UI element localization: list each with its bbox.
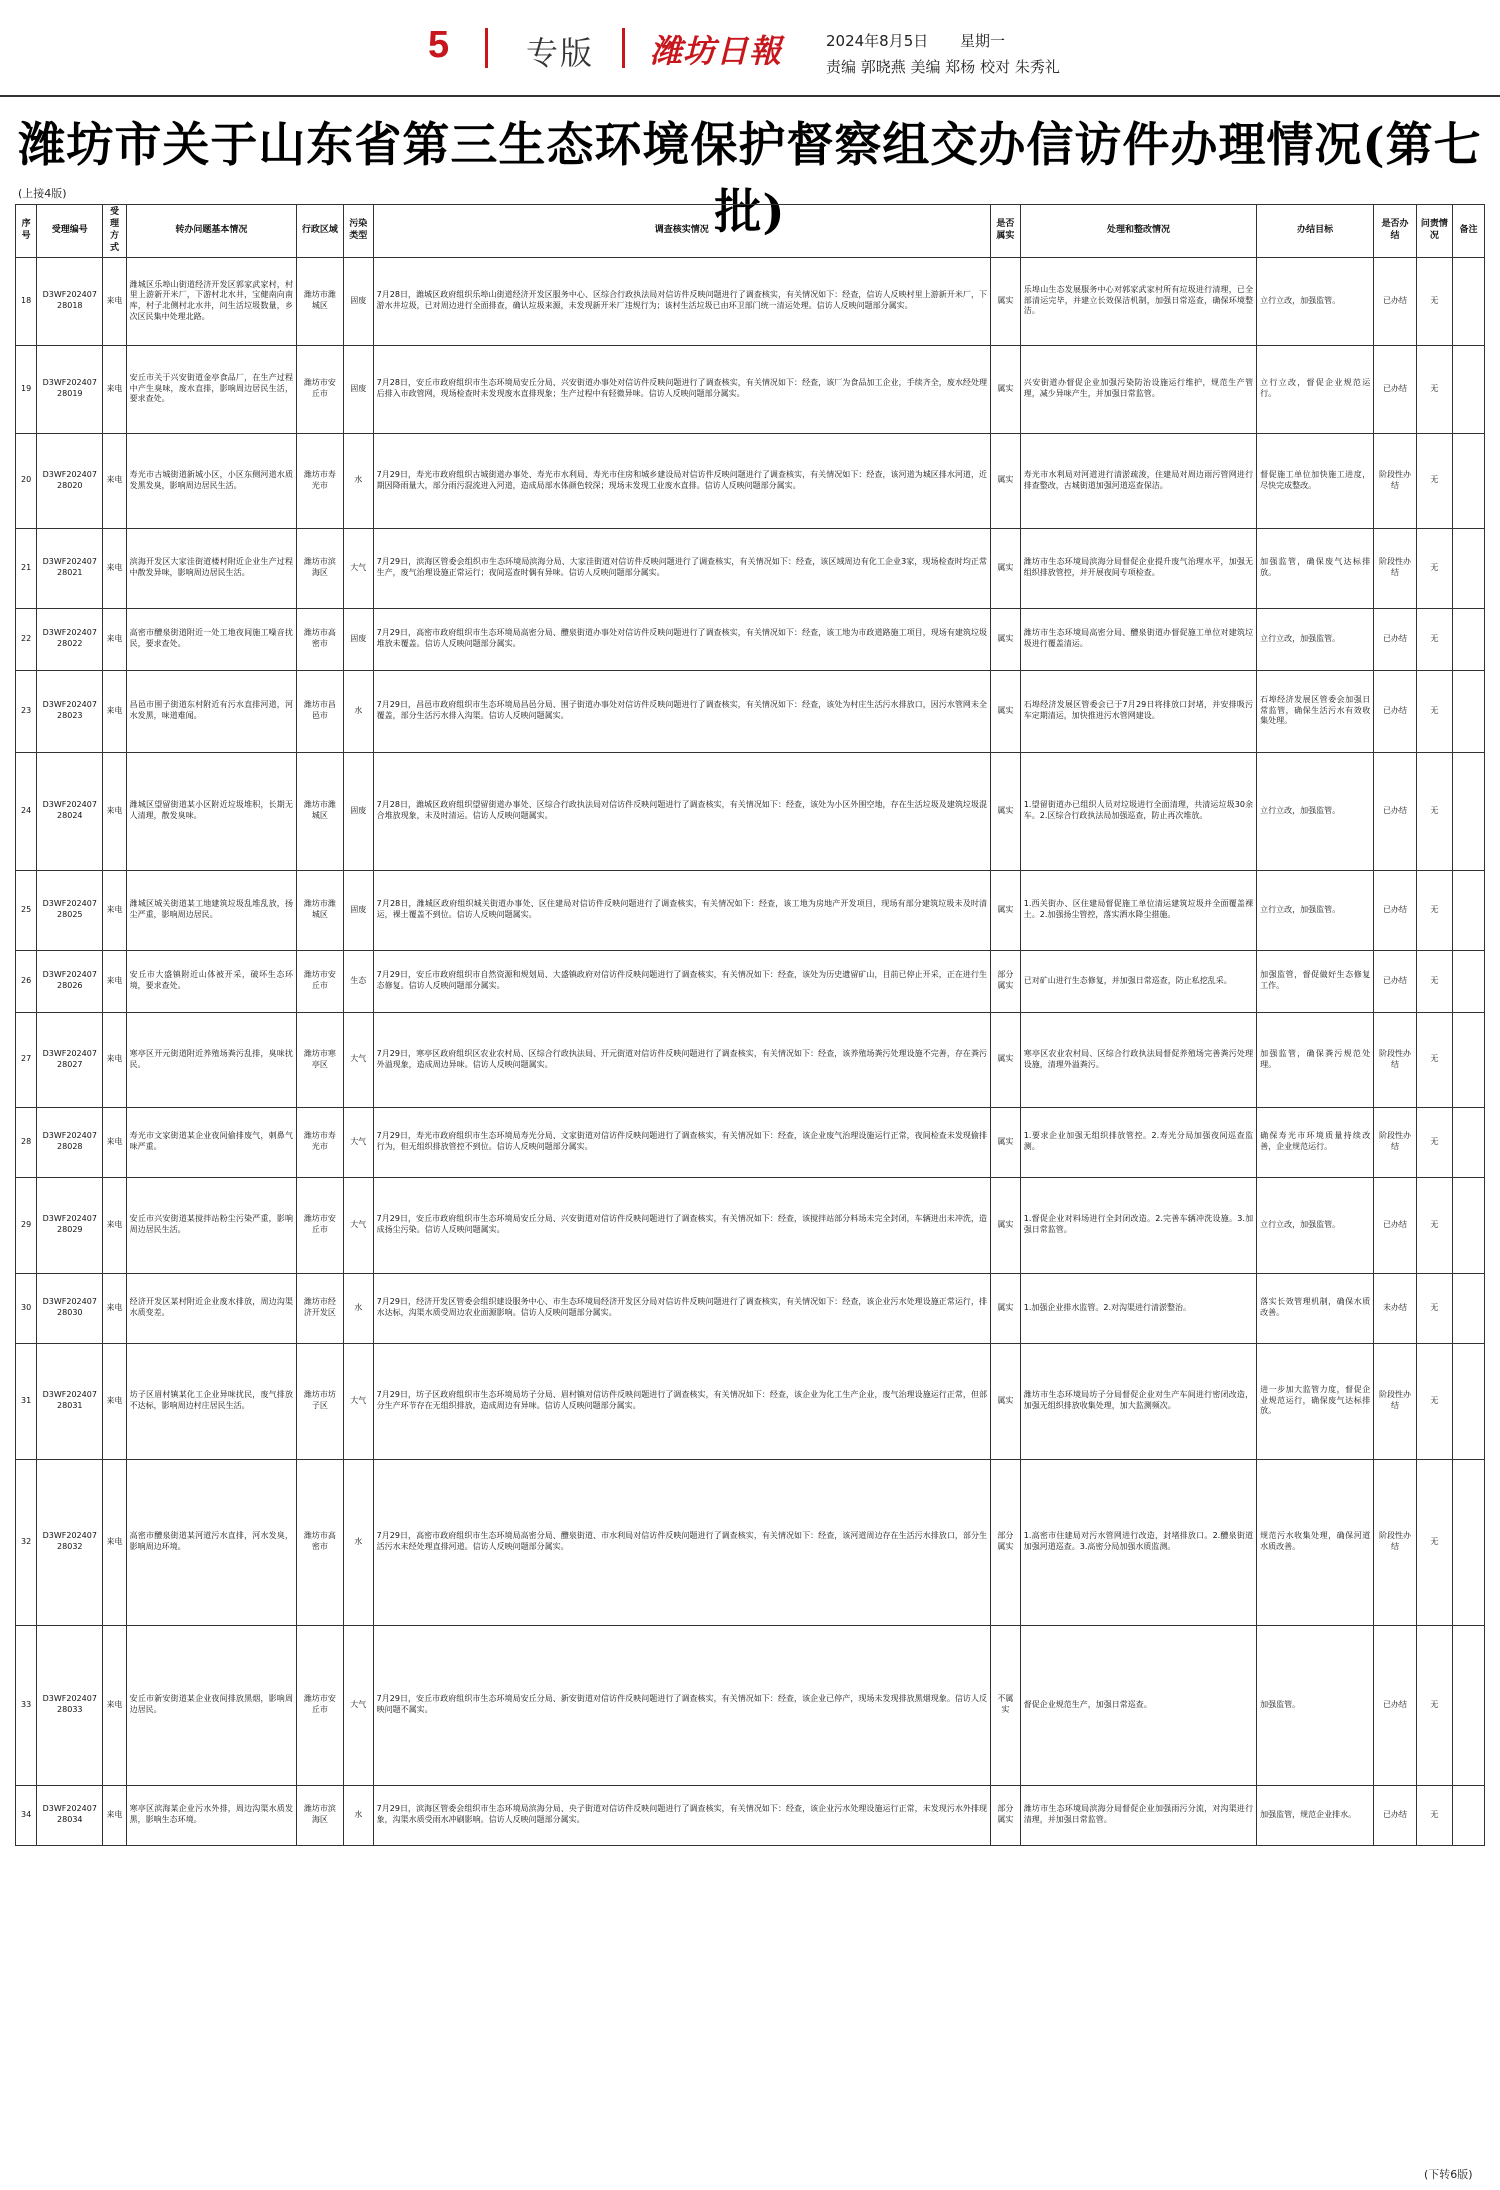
cell-accountability: 无 <box>1416 950 1452 1012</box>
cell-pollution-type: 大气 <box>343 1012 373 1107</box>
cell-issue-summary: 经济开发区某村附近企业废水排放，周边沟渠水质变差。 <box>126 1273 296 1343</box>
cell-row-number: 19 <box>16 345 37 433</box>
cell-receipt-method: 来电 <box>103 1177 126 1273</box>
cell-complaint-id: D3WF20240728032 <box>37 1459 103 1625</box>
cell-issue-summary: 安丘市兴安街道某搅拌站粉尘污染严重，影响周边居民生活。 <box>126 1177 296 1273</box>
cell-region: 潍坊市寿光市 <box>296 1107 343 1177</box>
cell-pollution-type: 水 <box>343 433 373 528</box>
cell-row-number: 27 <box>16 1012 37 1107</box>
cell-closure-status: 阶段性办结 <box>1374 1343 1417 1459</box>
cell-row-number: 18 <box>16 257 37 345</box>
cell-row-number: 24 <box>16 752 37 870</box>
cell-handling-text: 1.加强企业排水监管。2.对沟渠进行清淤整治。 <box>1020 1273 1256 1343</box>
table-row <box>16 950 1485 1012</box>
table-row <box>16 433 1485 528</box>
cell-verified-status: 不属实 <box>991 1625 1021 1785</box>
cell-row-number: 32 <box>16 1459 37 1625</box>
cell-complaint-id: D3WF20240728029 <box>37 1177 103 1273</box>
cell-region: 潍坊市寒亭区 <box>296 1012 343 1107</box>
cell-complaint-id: D3WF20240728022 <box>37 608 103 670</box>
table-row <box>16 608 1485 670</box>
cell-remarks <box>1452 1459 1484 1625</box>
cell-issue-summary: 高密市醴泉街道附近一处工地夜间施工噪音扰民，要求查处。 <box>126 608 296 670</box>
cell-issue-summary: 昌邑市围子街道东村附近有污水直排河道，河水发黑，味道难闻。 <box>126 670 296 752</box>
cell-verified-status: 属实 <box>991 870 1021 950</box>
cell-issue-summary: 寒亭区开元街道附近养殖场粪污乱排，臭味扰民。 <box>126 1012 296 1107</box>
cell-row-number: 26 <box>16 950 37 1012</box>
table-row <box>16 345 1485 433</box>
cell-completion-goal: 督促施工单位加快施工进度，尽快完成整改。 <box>1257 433 1374 528</box>
cell-investigation-text: 7月29日，寿光市政府组织市生态环境局寿光分局、文家街道对信访件反映问题进行了调查核实，有关情况如下：经查，该企业废气治理设施运行正常，夜间检查未发现偷排行为，但无组织排放管控不到位。信访人反映问题部分属实。 <box>373 1107 990 1177</box>
cell-investigation-text: 7月29日，滨海区管委会组织市生态环境局滨海分局、大家洼街道对信访件反映问题进行了调查核实，有关情况如下：经查，该区域周边有化工企业3家，现场检查时均正常生产，废气治理设施正常运行；夜间巡查时偶有异味。信访人反映问题部分属实。 <box>373 528 990 608</box>
cell-receipt-method: 来电 <box>103 1625 126 1785</box>
cell-receipt-method: 来电 <box>103 608 126 670</box>
cell-pollution-type: 水 <box>343 1785 373 1845</box>
cell-pollution-type: 大气 <box>343 1177 373 1273</box>
cell-pollution-type: 大气 <box>343 1107 373 1177</box>
cell-handling-text: 潍坊市生态环境局滨海分局督促企业加强雨污分流，对沟渠进行清理，并加强日常监管。 <box>1020 1785 1256 1845</box>
cell-closure-status: 阶段性办结 <box>1374 1459 1417 1625</box>
cell-handling-text: 寒亭区农业农村局、区综合行政执法局督促养殖场完善粪污处理设施，清理外溢粪污。 <box>1020 1012 1256 1107</box>
cell-handling-text: 乐埠山生态发展服务中心对郭家武家村所有垃圾进行清理，已全部清运完毕，并建立长效保洁机制，加强日常巡查，确保环境整洁。 <box>1020 257 1256 345</box>
table-row <box>16 670 1485 752</box>
cell-remarks <box>1452 1785 1484 1845</box>
cell-investigation-text: 7月29日，昌邑市政府组织市生态环境局昌邑分局、围子街道办事处对信访件反映问题进行了调查核实，有关情况如下：经查，该处为村庄生活污水排放口，因污水管网未全覆盖，部分生活污水排入沟渠。信访人反映问题属实。 <box>373 670 990 752</box>
cell-issue-summary: 潍城区望留街道某小区附近垃圾堆积，长期无人清理，散发臭味。 <box>126 752 296 870</box>
cell-closure-status: 已办结 <box>1374 870 1417 950</box>
cell-region: 潍坊市经济开发区 <box>296 1273 343 1343</box>
cell-verified-status: 属实 <box>991 670 1021 752</box>
cell-region: 潍坊市高密市 <box>296 1459 343 1625</box>
header-note: 备注 <box>1452 205 1484 258</box>
cell-remarks <box>1452 1177 1484 1273</box>
cell-pollution-type: 大气 <box>343 1343 373 1459</box>
cell-remarks <box>1452 1012 1484 1107</box>
newspaper-logo: 潍坊日報 <box>650 32 783 70</box>
cell-complaint-id: D3WF20240728028 <box>37 1107 103 1177</box>
cell-complaint-id: D3WF20240728031 <box>37 1343 103 1459</box>
cell-verified-status: 属实 <box>991 752 1021 870</box>
cell-investigation-text: 7月28日，安丘市政府组织市生态环境局安丘分局、兴安街道办事处对信访件反映问题进行了调查核实，有关情况如下：经查，该厂为食品加工企业，手续齐全，废水经处理后排入市政管网，现场检查时未发现废水直排现象；生产过程中有轻微异味。信访人反映问题部分属实。 <box>373 345 990 433</box>
cell-region: 潍坊市安丘市 <box>296 345 343 433</box>
cell-handling-text: 潍坊市生态环境局滨海分局督促企业提升废气治理水平，加强无组织排放管控，并开展夜间专项检查。 <box>1020 528 1256 608</box>
cell-row-number: 25 <box>16 870 37 950</box>
cell-handling-text: 已对矿山进行生态修复，并加强日常巡查，防止私挖乱采。 <box>1020 950 1256 1012</box>
cell-remarks <box>1452 1273 1484 1343</box>
cell-closure-status: 已办结 <box>1374 950 1417 1012</box>
cell-closure-status: 阶段性办结 <box>1374 528 1417 608</box>
table-row <box>16 528 1485 608</box>
cell-receipt-method: 来电 <box>103 1107 126 1177</box>
continued-to-note: (下转6版) <box>1424 2168 1473 2181</box>
cell-accountability: 无 <box>1416 1107 1452 1177</box>
cell-issue-summary: 坊子区眉村镇某化工企业异味扰民，废气排放不达标，影响周边村庄居民生活。 <box>126 1343 296 1459</box>
cell-complaint-id: D3WF20240728026 <box>37 950 103 1012</box>
cell-pollution-type: 固废 <box>343 345 373 433</box>
table-row <box>16 870 1485 950</box>
continued-from-note: (上接4版) <box>18 187 67 200</box>
section-name: 专版 <box>526 34 595 72</box>
cell-investigation-text: 7月29日，安丘市政府组织市自然资源和规划局、大盛镇政府对信访件反映问题进行了调查核实，有关情况如下：经查，该处为历史遗留矿山，目前已停止开采，正在进行生态修复。信访人反映问题部分属实。 <box>373 950 990 1012</box>
cell-region: 潍坊市安丘市 <box>296 1177 343 1273</box>
cell-receipt-method: 来电 <box>103 433 126 528</box>
cell-verified-status: 属实 <box>991 1177 1021 1273</box>
cell-completion-goal: 立行立改，督促企业规范运行。 <box>1257 345 1374 433</box>
cell-investigation-text: 7月29日，寒亭区政府组织区农业农村局、区综合行政执法局、开元街道对信访件反映问题进行了调查核实，有关情况如下：经查，该养殖场粪污处理设施不完善，存在粪污外溢现象，造成周边异味。信访人反映问题属实。 <box>373 1012 990 1107</box>
cell-accountability: 无 <box>1416 608 1452 670</box>
cell-complaint-id: D3WF20240728020 <box>37 433 103 528</box>
cell-receipt-method: 来电 <box>103 950 126 1012</box>
cell-region: 潍坊市坊子区 <box>296 1343 343 1459</box>
cell-handling-text: 潍坊市生态环境局高密分局、醴泉街道办督促施工单位对建筑垃圾进行覆盖清运。 <box>1020 608 1256 670</box>
cell-investigation-text: 7月28日，潍城区政府组织望留街道办事处、区综合行政执法局对信访件反映问题进行了调查核实，有关情况如下：经查，该处为小区外围空地，存在生活垃圾及建筑垃圾混合堆放现象，未及时清运。信访人反映问题属实。 <box>373 752 990 870</box>
cell-row-number: 22 <box>16 608 37 670</box>
cell-closure-status: 阶段性办结 <box>1374 1012 1417 1107</box>
header-handling: 处理和整改情况 <box>1020 205 1256 258</box>
cell-remarks <box>1452 433 1484 528</box>
cell-pollution-type: 固废 <box>343 752 373 870</box>
cell-completion-goal: 落实长效管理机制，确保水质改善。 <box>1257 1273 1374 1343</box>
cell-region: 潍坊市昌邑市 <box>296 670 343 752</box>
cell-region: 潍坊市安丘市 <box>296 950 343 1012</box>
cell-completion-goal: 确保寿光市环境质量持续改善，企业规范运行。 <box>1257 1107 1374 1177</box>
cell-investigation-text: 7月29日，高密市政府组织市生态环境局高密分局、醴泉街道办事处对信访件反映问题进行了调查核实，有关情况如下：经查，该工地为市政道路施工项目，现场有建筑垃圾堆放未覆盖。信访人反映问题部分属实。 <box>373 608 990 670</box>
cell-verified-status: 部分属实 <box>991 1785 1021 1845</box>
cell-issue-summary: 寿光市文家街道某企业夜间偷排废气，刺鼻气味严重。 <box>126 1107 296 1177</box>
cell-investigation-text: 7月28日，潍城区政府组织城关街道办事处、区住建局对信访件反映问题进行了调查核实，有关情况如下：经查，该工地为房地产开发项目，现场有部分建筑垃圾未及时清运，裸土覆盖不到位。信访人反映问题属实。 <box>373 870 990 950</box>
cell-receipt-method: 来电 <box>103 1273 126 1343</box>
header-done: 是否办结 <box>1374 205 1417 258</box>
cell-issue-summary: 安丘市关于兴安街道金亭食品厂，在生产过程中产生臭味，废水直排，影响周边居民生活，要求查处。 <box>126 345 296 433</box>
cell-remarks <box>1452 1107 1484 1177</box>
table-row <box>16 1012 1485 1107</box>
cell-verified-status: 部分属实 <box>991 950 1021 1012</box>
cell-handling-text: 潍坊市生态环境局坊子分局督促企业对生产车间进行密闭改造，加强无组织排放收集处理，加大监测频次。 <box>1020 1343 1256 1459</box>
cell-closure-status: 未办结 <box>1374 1273 1417 1343</box>
cell-completion-goal: 石埠经济发展区管委会加强日常监管，确保生活污水有效收集处理。 <box>1257 670 1374 752</box>
cell-receipt-method: 来电 <box>103 752 126 870</box>
cell-accountability: 无 <box>1416 1625 1452 1785</box>
cell-remarks <box>1452 1343 1484 1459</box>
cell-investigation-text: 7月29日，坊子区政府组织市生态环境局坊子分局、眉村镇对信访件反映问题进行了调查核实，有关情况如下：经查，该企业为化工生产企业，废气治理设施运行正常，但部分生产环节存在无组织排放，造成周边有异味。信访人反映问题部分属实。 <box>373 1343 990 1459</box>
table-row <box>16 1177 1485 1273</box>
cell-handling-text: 寿光市水利局对河道进行清淤疏浚，住建局对周边雨污管网进行排查整改，古城街道加强河道巡查保洁。 <box>1020 433 1256 528</box>
cell-remarks <box>1452 345 1484 433</box>
cell-region: 潍坊市滨海区 <box>296 1785 343 1845</box>
header-type: 污染类型 <box>343 205 373 258</box>
page-number: 5 <box>428 24 450 66</box>
cell-pollution-type: 大气 <box>343 528 373 608</box>
cell-pollution-type: 固废 <box>343 870 373 950</box>
cell-remarks <box>1452 670 1484 752</box>
cell-completion-goal: 立行立改，加强监管。 <box>1257 608 1374 670</box>
cell-closure-status: 已办结 <box>1374 608 1417 670</box>
page-title: 潍坊市关于山东省第三生态环境保护督察组交办信访件办理情况(第七批) <box>18 118 1482 240</box>
header-goal: 办结目标 <box>1257 205 1374 258</box>
cell-issue-summary: 安丘市大盛镇附近山体被开采，破坏生态环境，要求查处。 <box>126 950 296 1012</box>
masthead-divider <box>622 28 625 68</box>
cell-region: 潍坊市潍城区 <box>296 257 343 345</box>
header-accountability: 问责情况 <box>1416 205 1452 258</box>
cell-row-number: 23 <box>16 670 37 752</box>
cell-remarks <box>1452 608 1484 670</box>
table-row <box>16 1625 1485 1785</box>
cell-completion-goal: 加强监管，确保粪污规范处理。 <box>1257 1012 1374 1107</box>
cell-accountability: 无 <box>1416 1343 1452 1459</box>
cell-verified-status: 属实 <box>991 528 1021 608</box>
header-id: 受理编号 <box>37 205 103 258</box>
cell-region: 潍坊市潍城区 <box>296 870 343 950</box>
masthead-divider <box>485 28 488 68</box>
cell-remarks <box>1452 1625 1484 1785</box>
cell-investigation-text: 7月29日，安丘市政府组织市生态环境局安丘分局、兴安街道对信访件反映问题进行了调查核实，有关情况如下：经查，该搅拌站部分料场未完全封闭，车辆进出未冲洗，造成扬尘污染。信访人反映问题属实。 <box>373 1177 990 1273</box>
cell-closure-status: 阶段性办结 <box>1374 433 1417 528</box>
cell-handling-text: 1.要求企业加强无组织排放管控。2.寿光分局加强夜间巡查监测。 <box>1020 1107 1256 1177</box>
cell-region: 潍坊市潍城区 <box>296 752 343 870</box>
cell-verified-status: 属实 <box>991 345 1021 433</box>
cell-verified-status: 部分属实 <box>991 1459 1021 1625</box>
cell-receipt-method: 来电 <box>103 870 126 950</box>
cell-receipt-method: 来电 <box>103 257 126 345</box>
cell-row-number: 34 <box>16 1785 37 1845</box>
cell-pollution-type: 大气 <box>343 1625 373 1785</box>
cell-verified-status: 属实 <box>991 433 1021 528</box>
cell-completion-goal: 立行立改，加强监管。 <box>1257 1177 1374 1273</box>
cell-closure-status: 阶段性办结 <box>1374 1107 1417 1177</box>
cell-verified-status: 属实 <box>991 1343 1021 1459</box>
cell-completion-goal: 立行立改，加强监管。 <box>1257 870 1374 950</box>
cell-accountability: 无 <box>1416 1177 1452 1273</box>
table-body <box>16 257 1485 1845</box>
cell-completion-goal: 加强监管，规范企业排水。 <box>1257 1785 1374 1845</box>
cell-accountability: 无 <box>1416 870 1452 950</box>
cell-investigation-text: 7月28日，潍城区政府组织乐埠山街道经济开发区服务中心、区综合行政执法局对信访件反映问题进行了调查核实，有关情况如下：经查，信访人反映村里上游新开米厂，下游水井垃圾，已对周边进行全面排查，确认垃圾来源，未发现新开米厂违规行为；该村生活垃圾已由环卫部门统一清运处理。信访人反映问题部分属实。 <box>373 257 990 345</box>
cell-accountability: 无 <box>1416 1273 1452 1343</box>
cell-investigation-text: 7月29日，安丘市政府组织市生态环境局安丘分局、新安街道对信访件反映问题进行了调查核实，有关情况如下：经查，该企业已停产，现场未发现排放黑烟现象。信访人反映问题不属实。 <box>373 1625 990 1785</box>
cell-handling-text: 兴安街道办督促企业加强污染防治设施运行维护，规范生产管理，减少异味产生，并加强日常监管。 <box>1020 345 1256 433</box>
cell-accountability: 无 <box>1416 670 1452 752</box>
cell-verified-status: 属实 <box>991 1273 1021 1343</box>
cell-issue-summary: 潍城区乐埠山街道经济开发区郭家武家村，村里上游新开米厂，下游村北水井，宝健南向南库，村子北侧村北水井，问生活垃圾数量，乡次区民集中处理北路。 <box>126 257 296 345</box>
table-row <box>16 1459 1485 1625</box>
cell-closure-status: 已办结 <box>1374 670 1417 752</box>
cell-accountability: 无 <box>1416 433 1452 528</box>
cell-closure-status: 已办结 <box>1374 1177 1417 1273</box>
cell-complaint-id: D3WF20240728024 <box>37 752 103 870</box>
cell-receipt-method: 来电 <box>103 1459 126 1625</box>
cell-receipt-method: 来电 <box>103 1343 126 1459</box>
cell-investigation-text: 7月29日，滨海区管委会组织市生态环境局滨海分局、央子街道对信访件反映问题进行了调查核实，有关情况如下：经查，该企业污水处理设施运行正常，未发现污水外排现象，沟渠水质受雨水冲刷影响。信访人反映问题部分属实。 <box>373 1785 990 1845</box>
header-region: 行政区域 <box>296 205 343 258</box>
header-rule <box>0 95 1500 97</box>
cell-pollution-type: 固废 <box>343 608 373 670</box>
cell-row-number: 21 <box>16 528 37 608</box>
cell-closure-status: 已办结 <box>1374 1625 1417 1785</box>
cell-complaint-id: D3WF20240728033 <box>37 1625 103 1785</box>
header-no: 序号 <box>16 205 37 258</box>
cell-completion-goal: 加强监管，确保废气达标排放。 <box>1257 528 1374 608</box>
cell-region: 潍坊市寿光市 <box>296 433 343 528</box>
cell-receipt-method: 来电 <box>103 670 126 752</box>
cell-handling-text: 石埠经济发展区管委会已于7月29日将排放口封堵，并安排吸污车定期清运，加快推进污水管网建设。 <box>1020 670 1256 752</box>
cell-accountability: 无 <box>1416 345 1452 433</box>
cell-completion-goal: 立行立改，加强监管。 <box>1257 752 1374 870</box>
cell-row-number: 28 <box>16 1107 37 1177</box>
cell-investigation-text: 7月29日，经济开发区管委会组织建设服务中心、市生态环境局经济开发区分局对信访件反映问题进行了调查核实，有关情况如下：经查，该企业污水处理设施正常运行，排水达标，沟渠水质受周边农业面源影响。信访人反映问题部分属实。 <box>373 1273 990 1343</box>
cell-complaint-id: D3WF20240728018 <box>37 257 103 345</box>
cell-accountability: 无 <box>1416 1785 1452 1845</box>
cell-issue-summary: 寿光市古城街道新城小区，小区东侧河道水质发黑发臭，影响周边居民生活。 <box>126 433 296 528</box>
cell-handling-text: 督促企业规范生产，加强日常巡查。 <box>1020 1625 1256 1785</box>
cell-completion-goal: 进一步加大监管力度，督促企业规范运行，确保废气达标排放。 <box>1257 1343 1374 1459</box>
issue-weekday: 星期一 <box>960 32 1006 50</box>
cell-remarks <box>1452 257 1484 345</box>
cell-issue-summary: 潍城区城关街道某工地建筑垃圾乱堆乱放，扬尘严重，影响周边居民。 <box>126 870 296 950</box>
cell-accountability: 无 <box>1416 257 1452 345</box>
cell-complaint-id: D3WF20240728019 <box>37 345 103 433</box>
editor-credits: 责编 郭晓燕 美编 郑杨 校对 朱秀礼 <box>826 58 1060 76</box>
table-row <box>16 257 1485 345</box>
cell-completion-goal: 加强监管。 <box>1257 1625 1374 1785</box>
cell-complaint-id: D3WF20240728034 <box>37 1785 103 1845</box>
cell-region: 潍坊市高密市 <box>296 608 343 670</box>
cell-closure-status: 已办结 <box>1374 752 1417 870</box>
table-row <box>16 752 1485 870</box>
cell-investigation-text: 7月29日，高密市政府组织市生态环境局高密分局、醴泉街道、市水利局对信访件反映问题进行了调查核实，有关情况如下：经查，该河道周边存在生活污水排放口，部分生活污水未经处理直排河道。信访人反映问题部分属实。 <box>373 1459 990 1625</box>
cell-investigation-text: 7月29日，寿光市政府组织古城街道办事处、寿光市水利局、寿光市住房和城乡建设局对信访件反映问题进行了调查核实，有关情况如下：经查，该河道为城区排水河道，近期因降雨量大，部分雨污混流进入河道，造成局部水体颜色较深；现场未发现工业废水直排。信访人反映问题部分属实。 <box>373 433 990 528</box>
cell-row-number: 30 <box>16 1273 37 1343</box>
table-row <box>16 1273 1485 1343</box>
cell-receipt-method: 来电 <box>103 1785 126 1845</box>
masthead <box>0 0 1500 90</box>
cell-closure-status: 已办结 <box>1374 1785 1417 1845</box>
cell-complaint-id: D3WF20240728021 <box>37 528 103 608</box>
cell-accountability: 无 <box>1416 1459 1452 1625</box>
issue-date: 2024年8月5日 <box>826 32 929 50</box>
cell-verified-status: 属实 <box>991 1012 1021 1107</box>
cell-row-number: 31 <box>16 1343 37 1459</box>
cell-verified-status: 属实 <box>991 257 1021 345</box>
cell-accountability: 无 <box>1416 1012 1452 1107</box>
cell-closure-status: 已办结 <box>1374 345 1417 433</box>
cell-pollution-type: 水 <box>343 670 373 752</box>
cell-completion-goal: 规范污水收集处理，确保河道水质改善。 <box>1257 1459 1374 1625</box>
cell-row-number: 33 <box>16 1625 37 1785</box>
cell-issue-summary: 滨海开发区大家洼街道楼村附近企业生产过程中散发异味，影响周边居民生活。 <box>126 528 296 608</box>
cell-issue-summary: 安丘市新安街道某企业夜间排放黑烟，影响周边居民。 <box>126 1625 296 1785</box>
cell-pollution-type: 生态 <box>343 950 373 1012</box>
header-true: 是否属实 <box>991 205 1021 258</box>
table-header-row <box>16 205 1485 258</box>
cell-remarks <box>1452 752 1484 870</box>
cell-handling-text: 1.望留街道办已组织人员对垃圾进行全面清理，共清运垃圾30余车。2.区综合行政执法局加强巡查，防止再次堆放。 <box>1020 752 1256 870</box>
cell-completion-goal: 加强监管，督促做好生态修复工作。 <box>1257 950 1374 1012</box>
cell-complaint-id: D3WF20240728023 <box>37 670 103 752</box>
header-issue: 转办问题基本情况 <box>126 205 296 258</box>
cell-region: 潍坊市安丘市 <box>296 1625 343 1785</box>
cell-completion-goal: 立行立改，加强监管。 <box>1257 257 1374 345</box>
cell-handling-text: 1.西关街办、区住建局督促施工单位清运建筑垃圾并全面覆盖裸土。2.加强扬尘管控，落实洒水降尘措施。 <box>1020 870 1256 950</box>
cell-accountability: 无 <box>1416 752 1452 870</box>
cell-pollution-type: 固废 <box>343 257 373 345</box>
cell-region: 潍坊市滨海区 <box>296 528 343 608</box>
cell-accountability: 无 <box>1416 528 1452 608</box>
table-row <box>16 1785 1485 1845</box>
cell-verified-status: 属实 <box>991 608 1021 670</box>
cell-complaint-id: D3WF20240728030 <box>37 1273 103 1343</box>
cell-receipt-method: 来电 <box>103 1012 126 1107</box>
cell-receipt-method: 来电 <box>103 528 126 608</box>
cell-complaint-id: D3WF20240728025 <box>37 870 103 950</box>
cell-handling-text: 1.高密市住建局对污水管网进行改造，封堵排放口。2.醴泉街道加强河道巡查。3.高密分局加强水质监测。 <box>1020 1459 1256 1625</box>
complaint-table <box>15 204 1485 1846</box>
cell-remarks <box>1452 950 1484 1012</box>
cell-receipt-method: 来电 <box>103 345 126 433</box>
cell-row-number: 20 <box>16 433 37 528</box>
cell-remarks <box>1452 528 1484 608</box>
cell-handling-text: 1.督促企业对料场进行全封闭改造。2.完善车辆冲洗设施。3.加强日常监管。 <box>1020 1177 1256 1273</box>
header-method: 受理方式 <box>103 205 126 258</box>
cell-row-number: 29 <box>16 1177 37 1273</box>
table-row <box>16 1343 1485 1459</box>
cell-issue-summary: 高密市醴泉街道某河道污水直排，河水发臭，影响周边环境。 <box>126 1459 296 1625</box>
cell-verified-status: 属实 <box>991 1107 1021 1177</box>
cell-issue-summary: 寒亭区滨海某企业污水外排，周边沟渠水质发黑，影响生态环境。 <box>126 1785 296 1845</box>
cell-closure-status: 已办结 <box>1374 257 1417 345</box>
table-row <box>16 1107 1485 1177</box>
header-investigation: 调查核实情况 <box>373 205 990 258</box>
cell-pollution-type: 水 <box>343 1273 373 1343</box>
cell-remarks <box>1452 870 1484 950</box>
cell-complaint-id: D3WF20240728027 <box>37 1012 103 1107</box>
cell-pollution-type: 水 <box>343 1459 373 1625</box>
